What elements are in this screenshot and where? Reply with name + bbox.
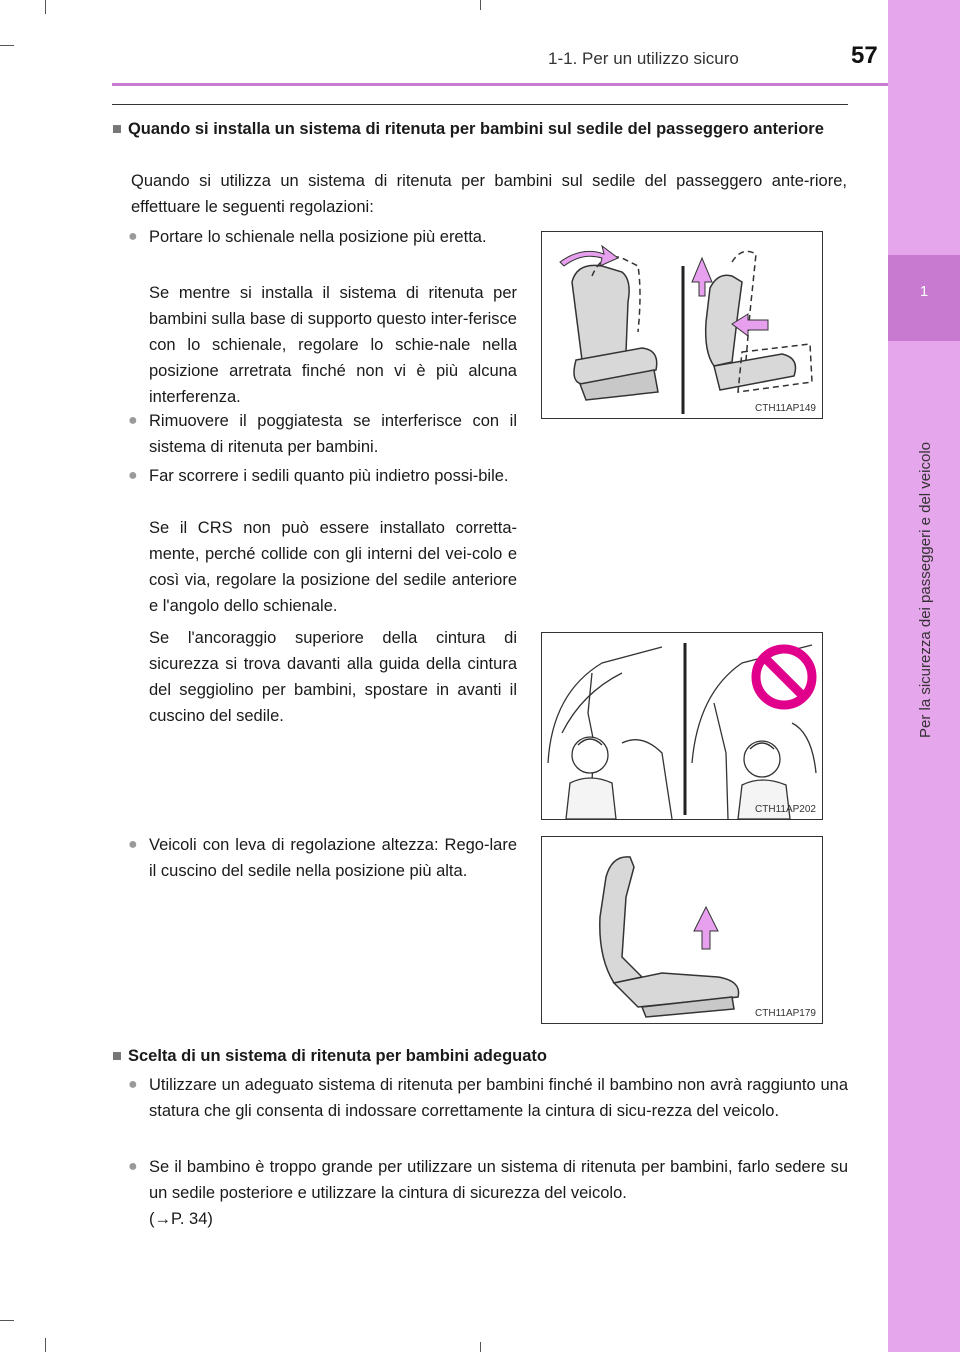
running-header: 1-1. Per un utilizzo sicuro: [548, 49, 739, 68]
bullet-note: Se mentre si installa il sistema di ritenuta per bambini sulla base di supporto questo inter-ferisce con lo schienale, regolare lo schie-nale nella posizione arretrata finché non vi è più alcuna interferenza.: [149, 284, 517, 406]
crop-mark: [480, 0, 481, 10]
section-heading-text: Scelta di un sistema di ritenuta per bambini adeguato: [127, 1047, 547, 1065]
header-rule: [112, 83, 888, 86]
crop-mark: [45, 0, 46, 14]
chapter-number: 1: [919, 283, 929, 300]
bullet-dot: ●: [128, 1076, 138, 1093]
belt-illustration: [542, 633, 822, 819]
figure-code: CTH11AP202: [755, 804, 816, 815]
bullet-note: Se l'ancoraggio superiore della cintura di sicurezza si trova davanti alla guida della cintura del seggiolino per bambini, spostare in avanti il cuscino del sedile.: [149, 629, 517, 725]
section-heading: [112, 116, 848, 142]
figure-belt-anchor: [541, 632, 823, 820]
bullet-item: Veicoli con leva di regolazione altezza: Rego-lare il cuscino del sedile nella posizione più alta.: [149, 836, 517, 880]
bullet-dot: ●: [128, 467, 138, 484]
bullet-dot: ●: [128, 836, 138, 853]
seat-illustration: [542, 232, 822, 418]
section-rule: [112, 104, 848, 105]
bullet-item: Rimuovere il poggiatesta se interferisce con il sistema di ritenuta per bambini.: [149, 412, 517, 456]
crop-mark: [45, 1338, 46, 1352]
bullet-dot: ●: [128, 1158, 138, 1175]
figure-seat-height: [541, 836, 823, 1024]
seat-height-illustration: [542, 837, 822, 1023]
bullet-dot: ●: [128, 228, 138, 245]
bullet-note: Se il CRS non può essere installato corretta-mente, perché collide con gli interni del vei-colo e così via, regolare la posizione del sedile anteriore e l'angolo dello schienale.: [149, 519, 517, 615]
section-marker: ■: [112, 120, 122, 138]
section-heading-text: Quando si installa un sistema di ritenuta per bambini sul sedile del passeggero anteriore: [127, 120, 824, 138]
figure-code: CTH11AP179: [755, 1008, 816, 1019]
page-reference: (→P. 34): [149, 1210, 213, 1228]
bullet-item: Far scorrere i sedili quanto più indietro possi-bile.: [149, 467, 509, 485]
section-marker: ■: [112, 1047, 122, 1065]
section-intro: Quando si utilizza un sistema di ritenuta per bambini sul sedile del passeggero ante-riore, effettuare le seguenti regolazioni:: [131, 172, 847, 216]
section-heading: [112, 1043, 848, 1069]
bullet-item: Se il bambino è troppo grande per utilizzare un sistema di ritenuta per bambini, farlo sedere su un sedile posteriore e utilizzare la cintura di sicurezza del veicolo.: [149, 1158, 848, 1202]
crop-mark: [0, 45, 14, 46]
page-number: 57: [851, 42, 878, 69]
chapter-title: [913, 380, 935, 800]
bullet-item: Portare lo schienale nella posizione più eretta.: [149, 228, 487, 246]
figure-seat-backrest: [541, 231, 823, 419]
bullet-item: Utilizzare un adeguato sistema di ritenuta per bambini finché il bambino non avrà raggiunto una statura che gli consenta di indossare correttamente la cintura di sicu-rezza del veicolo.: [149, 1076, 848, 1120]
crop-mark: [480, 1342, 481, 1352]
figure-code: CTH11AP149: [755, 403, 816, 414]
crop-mark: [0, 1320, 14, 1321]
bullet-dot: ●: [128, 412, 138, 429]
chapter-title-text: Per la sicurezza dei passeggeri e del veicolo: [917, 442, 934, 738]
